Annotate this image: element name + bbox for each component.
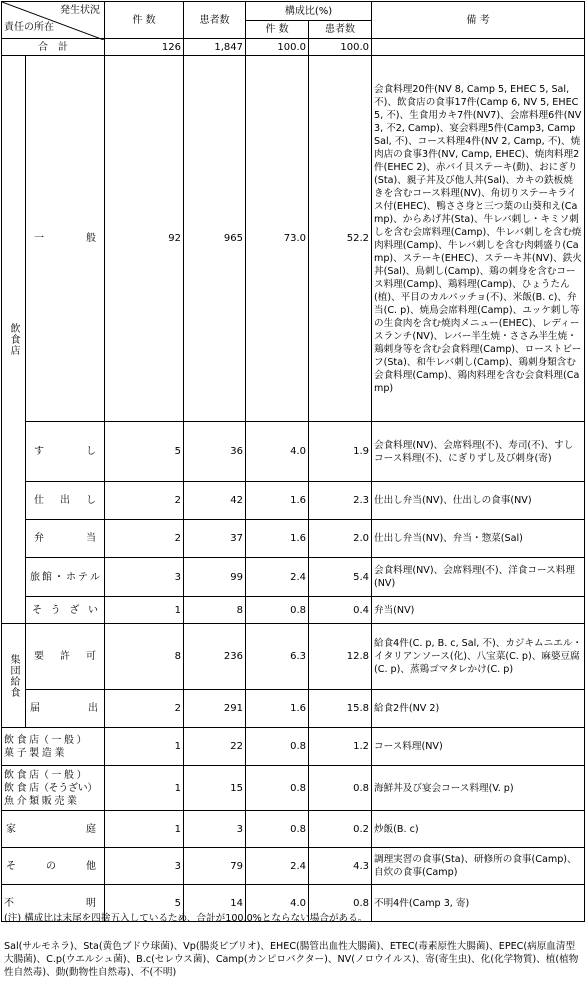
total-note: [372, 39, 585, 56]
cell-patients: 37: [184, 520, 246, 558]
header-ratio: 構成比(%): [246, 2, 372, 21]
cell-ratio-patients: 1.9: [309, 422, 372, 482]
cell-ratio-cases: 2.4: [246, 558, 309, 597]
cell-ratio-cases: 1.6: [246, 482, 309, 520]
header-patients: 患者数: [184, 2, 246, 39]
cell-remarks: 弁当(NV): [372, 597, 585, 624]
table-row: [2, 56, 585, 422]
cell-ratio-cases: 6.3: [246, 624, 309, 690]
table-row: [2, 766, 585, 811]
cell-cases: 2: [105, 690, 184, 728]
cell-ratio-cases: 0.8: [246, 766, 309, 811]
cell-cases: 2: [105, 520, 184, 558]
table-row: [2, 482, 585, 520]
cell-patients: 22: [184, 728, 246, 766]
table-row: [2, 811, 585, 848]
cell-patients: 36: [184, 422, 246, 482]
cell-patients: 79: [184, 848, 246, 885]
cell-ratio-cases: 0.8: [246, 597, 309, 624]
cell-cases: 8: [105, 624, 184, 690]
cell-cases: 1: [105, 597, 184, 624]
cell-patients: 236: [184, 624, 246, 690]
cell-ratio-patients: 0.4: [309, 597, 372, 624]
row-label: 旅 館 ・ ホ テ ル: [26, 558, 105, 597]
row-label: そ う ざ い: [26, 597, 105, 624]
cell-patients: 15: [184, 766, 246, 811]
cell-remarks: 不明4件(Camp 3, 寄): [372, 885, 585, 922]
row-label: 弁 当: [26, 520, 105, 558]
cell-cases: 2: [105, 482, 184, 520]
table-row: [2, 624, 585, 690]
total-patients: 1,847: [184, 39, 246, 56]
cell-patients: 965: [184, 56, 246, 422]
cell-cases: 5: [105, 885, 184, 922]
cell-ratio-patients: 1.2: [309, 728, 372, 766]
cell-remarks: 会食料理20件(NV 8, Camp 5, EHEC 5, Sal, 不)、飲食店の食事17件(Camp 6, NV 5, EHEC 5, 不)、生食用カキ7件(NV7)、会席料理6件(NV 3, 不2, Camp)、宴会料理5件(Camp3, Camp Sal, 不)、コース料理4件(NV 2, Camp, 不)、焼肉店の食事3件(NV, Camp, EHEC)、焼肉料理2件(EHEC 2)、赤バイ貝ステーキ(動)、おにぎり(Sta)、親子丼及び他人丼(Sal)、カキの鉄板焼きを含むコース料理(NV)、角切りステーキライス付(EHEC)、鴨ささ身と三つ葉の山葵和え(Camp)、からあげ丼(Sta)、牛レバ刺し・キミソ刺しを含む会席料理(Camp)、牛レバ刺しを含む焼肉料理(Camp)、牛レバ刺しを含む肉刺盛り(Camp)、ステーキ(EHEC)、ステーキ丼(NV)、鉄火丼(Sal)、鳥刺し(Camp)、鶏の刺身を含むコース料理(Camp)、鶏料理(Camp)、ひょうたん(植)、平目のカルパッチョ(不)、米飯(B. c)、弁当(C. p)、焼鳥会席料理(Camp)、ユッケ刺し等の生食肉を含む焼肉メニュー(EHEC)、レディースランチ(NV)、レバー半生焼・ささみ半生焼・鶏刺身等を含む会食料理(Camp)、ローストビーフ(Sta)、和牛レバ刺し(Camp)、鶏刺身類含む会食料理(Camp)、鶏肉料理を含む会食料理(Camp): [372, 56, 585, 422]
row-label: 要 許 可: [26, 624, 105, 690]
row-label: そ の 他: [2, 848, 105, 885]
row-label: す し: [26, 422, 105, 482]
cell-remarks: 会食料理(NV)、会席料理(不)、寿司(不)、すしコース料理(不)、にぎりずし及び刺身(寄): [372, 422, 585, 482]
row-label: 飲 食 店（ 一 般 ） 飲 食 店（そうざい） 魚 介 類 販 売 業: [2, 766, 105, 811]
table-row: [2, 597, 585, 624]
table-row: [2, 520, 585, 558]
row-label: 飲 食 店（ 一 般 ） 菓 子 製 造 業: [2, 728, 105, 766]
total-ratio-cases: 100.0: [246, 39, 309, 56]
abbreviation-legend: Sal(サルモネラ)、Sta(黄色ブドウ球菌)、Vp(腸炎ビブリオ)、EHEC(腸管出血性大腸菌)、ETEC(毒素原性大腸菌)、EPEC(病原血清型大腸菌)、C.p(ウエルシュ菌)、B.c(セレウス菌)、Camp(カンピロバクター)、NV(ノロウイルス)、寄(寄生虫)、化(化学物質)、植(植物性自然毒)、動(動物性自然毒)、不(不明): [4, 941, 579, 978]
cell-ratio-cases: 1.6: [246, 520, 309, 558]
cell-remarks: 仕出し弁当(NV)、弁当・惣菜(Sal): [372, 520, 585, 558]
header-cases: 件 数: [105, 2, 184, 39]
cell-remarks: 仕出し弁当(NV)、仕出しの食事(NV): [372, 482, 585, 520]
total-label: 合 計: [2, 39, 105, 56]
header-ratio-cases: 件 数: [246, 21, 309, 39]
cell-ratio-cases: 0.8: [246, 728, 309, 766]
cell-cases: 3: [105, 848, 184, 885]
table-row: [2, 690, 585, 728]
cell-remarks: 海鮮丼及び宴会コース料理(V. p): [372, 766, 585, 811]
cell-cases: 1: [105, 811, 184, 848]
cell-cases: 3: [105, 558, 184, 597]
header-ratio-patients: 患者数: [309, 21, 372, 39]
cell-cases: 1: [105, 766, 184, 811]
cell-patients: 99: [184, 558, 246, 597]
table-row: [2, 728, 585, 766]
table-row: [2, 848, 585, 885]
cell-remarks: 給食4件(C. p, B. c, Sal, 不)、カジキムニエル・イタリアンソース(化)、八宝菜(C. p)、麻婆豆腐(C. p)、蒸鶏ゴマタレかけ(C. p): [372, 624, 585, 690]
cell-cases: 1: [105, 728, 184, 766]
row-label: 仕 出 し: [26, 482, 105, 520]
cell-ratio-cases: 73.0: [246, 56, 309, 422]
row-label: 家 庭: [2, 811, 105, 848]
cell-patients: 291: [184, 690, 246, 728]
table-row: [2, 558, 585, 597]
cell-ratio-patients: 0.8: [309, 766, 372, 811]
header-corner-top: 発生状況: [60, 5, 100, 16]
cell-ratio-patients: 15.8: [309, 690, 372, 728]
cell-remarks: 炒飯(B. c): [372, 811, 585, 848]
row-label: 一 般: [26, 56, 105, 422]
cell-ratio-cases: 4.0: [246, 885, 309, 922]
footnote: (注) 構成比は末尾を四捨五入しているため、合計が100.0%とならない場合がある。: [4, 913, 368, 924]
cell-ratio-patients: 5.4: [309, 558, 372, 597]
row-label: 届 出: [26, 690, 105, 728]
total-ratio-patients: 100.0: [309, 39, 372, 56]
table-row: [2, 422, 585, 482]
header-corner: [2, 2, 105, 39]
row-label: 不 明: [2, 885, 105, 922]
cell-cases: 92: [105, 56, 184, 422]
group-shudan: 集団給食: [2, 624, 26, 728]
total-cases: 126: [105, 39, 184, 56]
cell-patients: 3: [184, 811, 246, 848]
header-remarks: 備 考: [372, 2, 585, 39]
cell-ratio-patients: 12.8: [309, 624, 372, 690]
cell-cases: 5: [105, 422, 184, 482]
cell-remarks: 給食2件(NV 2): [372, 690, 585, 728]
cell-ratio-cases: 0.8: [246, 811, 309, 848]
cell-ratio-patients: 0.2: [309, 811, 372, 848]
cell-patients: 8: [184, 597, 246, 624]
cell-ratio-patients: 2.0: [309, 520, 372, 558]
cell-ratio-patients: 0.8: [309, 885, 372, 922]
cell-ratio-cases: 2.4: [246, 848, 309, 885]
cell-remarks: コース料理(NV): [372, 728, 585, 766]
cell-ratio-cases: 1.6: [246, 690, 309, 728]
header-corner-bottom: 責任の所在: [4, 22, 54, 33]
cell-remarks: 調理実習の食事(Sta)、研修所の食事(Camp)、自炊の食事(Camp): [372, 848, 585, 885]
outbreak-table: [1, 1, 585, 922]
cell-patients: 14: [184, 885, 246, 922]
cell-ratio-cases: 4.0: [246, 422, 309, 482]
cell-remarks: 会食料理(NV)、会席料理(不)、洋食コース料理(NV): [372, 558, 585, 597]
cell-ratio-patients: 4.3: [309, 848, 372, 885]
group-inshokuten: 飲食店: [2, 56, 26, 624]
cell-ratio-patients: 2.3: [309, 482, 372, 520]
cell-patients: 42: [184, 482, 246, 520]
cell-ratio-patients: 52.2: [309, 56, 372, 422]
total-row: [2, 39, 585, 56]
